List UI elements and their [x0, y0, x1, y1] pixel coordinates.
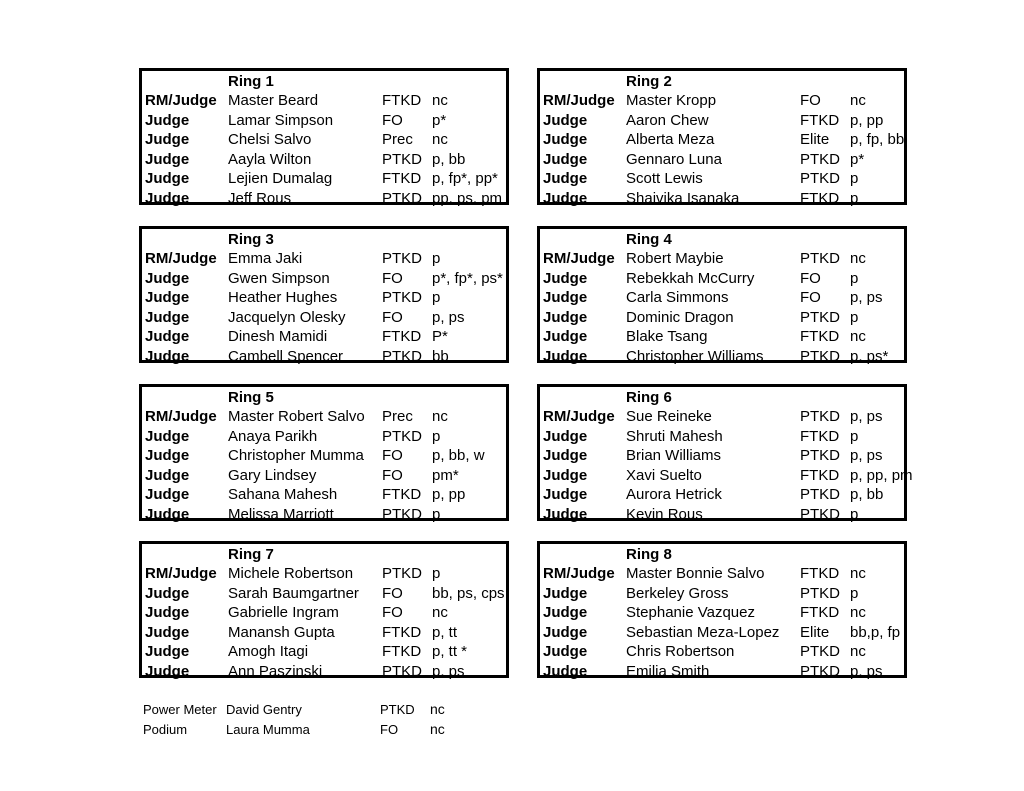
judge-role: Judge — [543, 604, 588, 622]
judge-school: FTKD — [382, 92, 422, 109]
judge-notes: p, ps — [850, 447, 883, 465]
judge-name: Scott Lewis — [626, 170, 703, 188]
judge-notes: nc — [850, 643, 866, 661]
judge-role: Judge — [543, 447, 588, 465]
judge-row — [142, 249, 506, 269]
judge-notes: p — [432, 250, 441, 267]
judge-notes: nc — [850, 604, 866, 622]
judge-role: Judge — [145, 348, 190, 365]
judge-notes: p, ps — [850, 663, 883, 680]
judge-name: Berkeley Gross — [626, 584, 729, 602]
judge-row — [142, 347, 506, 367]
judge-row — [142, 564, 506, 584]
judge-name: Ann Paszinski — [228, 663, 323, 680]
judge-row — [142, 308, 506, 328]
ring-title: Ring 4 — [626, 231, 672, 248]
judge-name: Stephanie Vazquez — [626, 604, 755, 622]
judge-notes: p, tt * — [432, 643, 468, 661]
judge-role: Judge — [145, 328, 190, 346]
judge-role: RM/Judge — [145, 408, 217, 425]
judge-role: Judge — [145, 170, 190, 188]
judge-name: Aurora Hetrick — [626, 486, 722, 504]
ring-3-panel — [139, 226, 509, 363]
judge-row — [540, 564, 904, 584]
judge-name: Cambell Spencer — [228, 348, 344, 365]
judge-row — [540, 446, 904, 466]
judge-role: Judge — [543, 643, 588, 661]
judge-notes: p* — [850, 150, 865, 168]
judge-row — [540, 466, 913, 486]
judge-notes: nc — [850, 328, 866, 346]
judge-school: FTKD — [382, 170, 422, 188]
judge-role: Judge — [145, 506, 190, 523]
judge-notes: nc — [432, 408, 448, 425]
judge-row — [142, 642, 506, 662]
judge-notes: bb, ps, cps — [432, 584, 505, 602]
judge-school: FTKD — [382, 486, 422, 504]
judge-notes: P* — [432, 328, 448, 346]
judge-name: Gennaro Luna — [626, 150, 722, 168]
judge-notes: p — [432, 565, 441, 582]
judge-name: Chris Robertson — [626, 643, 735, 661]
judge-role: Judge — [543, 466, 588, 484]
ring-title: Ring 3 — [228, 231, 274, 248]
judge-role: Judge — [145, 486, 190, 504]
judge-name: Master Bonnie Salvo — [626, 565, 765, 582]
judge-name: Master Robert Salvo — [228, 408, 365, 425]
judge-role: Judge — [145, 427, 190, 445]
judge-row — [142, 150, 506, 170]
ring-title: Ring 1 — [228, 73, 274, 90]
judge-notes: p — [850, 427, 859, 445]
judge-row — [142, 662, 506, 682]
judge-name: Anaya Parikh — [228, 427, 318, 445]
judge-notes: pp, ps, pm — [432, 190, 503, 207]
judge-notes: nc — [850, 565, 866, 582]
judge-school: FTKD — [800, 111, 840, 129]
judge-school: Elite — [800, 131, 830, 149]
judge-name: Gwen Simpson — [228, 269, 330, 287]
judge-notes: p, ps — [432, 663, 465, 680]
judge-row — [540, 427, 904, 447]
ring-title: Ring 6 — [626, 389, 672, 406]
judge-row — [540, 584, 904, 604]
judge-role: Judge — [543, 623, 588, 641]
judge-school: FO — [800, 92, 821, 109]
staff-name: Laura Mumma — [226, 721, 310, 737]
judge-name: Sarah Baumgartner — [228, 584, 359, 602]
judge-role: Judge — [145, 150, 190, 168]
judge-notes: nc — [432, 92, 448, 109]
judge-name: Gary Lindsey — [228, 466, 317, 484]
judge-school: FTKD — [800, 604, 840, 622]
judge-notes: p, fp*, pp* — [432, 170, 498, 188]
judge-notes: p* — [432, 111, 447, 129]
judge-row — [540, 485, 904, 505]
judge-role: Judge — [145, 269, 190, 287]
judge-notes: bb — [432, 348, 449, 365]
judge-school: PTKD — [382, 250, 423, 267]
judge-role: RM/Judge — [145, 250, 217, 267]
judge-row — [540, 189, 904, 209]
judge-row — [142, 189, 506, 209]
judge-school: PTKD — [382, 289, 423, 307]
staff-notes: nc — [430, 701, 445, 717]
judge-notes: p*, fp*, ps* — [432, 269, 503, 287]
judge-role: Judge — [145, 663, 190, 680]
judge-notes: p — [432, 506, 441, 523]
judge-role: Judge — [543, 584, 588, 602]
judge-name: Lejien Dumalag — [228, 170, 333, 188]
judge-name: Melissa Marriott — [228, 506, 334, 523]
judge-school: FO — [382, 111, 403, 129]
judge-role: Judge — [543, 131, 588, 149]
judge-role: Judge — [145, 308, 190, 326]
judge-role: Judge — [145, 643, 190, 661]
judge-school: PTKD — [800, 348, 841, 365]
judge-name: Amogh Itagi — [228, 643, 309, 661]
judge-school: FTKD — [800, 565, 840, 582]
judge-row — [142, 130, 506, 150]
staff-school: PTKD — [380, 702, 415, 717]
judge-row — [540, 111, 904, 131]
judge-name: Shruti Mahesh — [626, 427, 723, 445]
judge-school: FO — [382, 584, 403, 602]
judge-school: Prec — [382, 131, 413, 149]
ring-4-panel — [537, 226, 907, 363]
judge-name: Emma Jaki — [228, 250, 303, 267]
judge-role: Judge — [145, 190, 190, 207]
ring-1-panel — [139, 68, 509, 205]
ring-title: Ring 7 — [228, 546, 274, 563]
judge-name: Jacquelyn Olesky — [228, 308, 346, 326]
judge-role: Judge — [145, 289, 190, 307]
judge-role: RM/Judge — [543, 92, 615, 109]
judge-name: Chelsi Salvo — [228, 131, 312, 149]
judge-name: Rebekkah McCurry — [626, 269, 755, 287]
judge-school: FO — [382, 604, 403, 622]
judge-notes: p — [432, 427, 441, 445]
judge-notes: p, pp, pm — [850, 466, 913, 484]
ring-7-panel — [139, 541, 509, 678]
judge-role: Judge — [543, 190, 588, 207]
judge-school: PTKD — [800, 308, 841, 326]
judge-name: Aayla Wilton — [228, 150, 312, 168]
judge-role: Judge — [145, 623, 190, 641]
judge-row — [142, 603, 506, 623]
judge-notes: bb,p, fp — [850, 623, 901, 641]
judge-name: Heather Hughes — [228, 289, 338, 307]
judge-school: PTKD — [382, 506, 423, 523]
judge-notes: p — [432, 289, 441, 307]
judge-school: FTKD — [382, 623, 422, 641]
judge-notes: p, bb — [850, 486, 884, 504]
judge-school: FTKD — [382, 643, 422, 661]
judge-name: Master Beard — [228, 92, 319, 109]
judge-name: Alberta Meza — [626, 131, 715, 149]
judge-school: PTKD — [382, 150, 423, 168]
judge-row — [540, 327, 904, 347]
judge-school: FO — [800, 289, 821, 307]
judge-row — [142, 427, 506, 447]
judge-name: Dinesh Mamidi — [228, 328, 328, 346]
judge-school: PTKD — [800, 486, 841, 504]
judge-name: Sue Reineke — [626, 408, 712, 425]
ring-6-panel — [537, 384, 913, 523]
judge-notes: p, pp — [432, 486, 466, 504]
judge-notes: p — [850, 506, 859, 523]
judge-school: FTKD — [800, 328, 840, 346]
judge-row — [540, 603, 904, 623]
staff-notes: nc — [430, 720, 445, 737]
judge-role: Judge — [543, 111, 588, 129]
judge-role: Judge — [145, 466, 190, 484]
judge-school: PTKD — [800, 250, 841, 267]
judge-row — [540, 91, 904, 111]
judge-school: PTKD — [800, 170, 841, 188]
judge-name: Shaivika Isanaka — [626, 190, 740, 207]
judge-name: Gabrielle Ingram — [228, 604, 339, 622]
judge-name: Lamar Simpson — [228, 111, 334, 129]
judge-row — [142, 466, 506, 486]
judge-notes: p, ps — [850, 289, 883, 307]
judge-row — [142, 91, 506, 111]
judge-row — [142, 505, 506, 525]
judge-name: Kevin Rous — [626, 506, 703, 523]
judge-row — [540, 505, 904, 525]
judge-row — [142, 169, 506, 189]
ring-title: Ring 5 — [228, 389, 274, 406]
judge-name: Emilia Smith — [626, 663, 710, 680]
staff-role: Podium — [143, 721, 188, 737]
staff-name: David Gentry — [226, 702, 302, 717]
judge-row — [540, 169, 904, 189]
judge-school: FO — [800, 269, 821, 287]
judge-row — [540, 308, 904, 328]
judge-role: Judge — [543, 308, 588, 326]
judge-row — [540, 642, 904, 662]
judge-notes: p, pp — [850, 111, 884, 129]
judge-name: Xavi Suelto — [626, 466, 702, 484]
judge-notes: p, bb, w — [432, 447, 485, 465]
judge-school: PTKD — [800, 408, 841, 425]
judge-school: FTKD — [800, 427, 840, 445]
judge-row — [540, 130, 904, 150]
judge-notes: p — [850, 170, 859, 188]
ring-8-panel — [537, 541, 907, 678]
judge-notes: p, tt — [432, 623, 458, 641]
judge-name: Sebastian Meza-Lopez — [626, 623, 780, 641]
judge-row — [540, 150, 904, 170]
judge-notes: p, ps — [850, 408, 883, 425]
judge-role: RM/Judge — [145, 92, 217, 109]
judge-name: Dominic Dragon — [626, 308, 734, 326]
judge-role: Judge — [145, 447, 190, 465]
judge-role: Judge — [543, 150, 588, 168]
judge-role: RM/Judge — [145, 565, 217, 582]
judge-row — [540, 288, 904, 308]
judge-school: PTKD — [382, 190, 423, 207]
judge-role: Judge — [543, 328, 588, 346]
judge-school: Prec — [382, 408, 413, 425]
judge-school: FO — [382, 269, 403, 287]
staff-school: FO — [380, 721, 399, 737]
judge-row — [540, 269, 904, 289]
judge-row — [142, 269, 506, 289]
judge-name: Blake Tsang — [626, 328, 708, 346]
judge-row — [540, 407, 904, 427]
judge-name: Christopher Mumma — [228, 447, 364, 465]
judge-row — [142, 407, 506, 427]
ring-5-panel — [139, 384, 509, 521]
judge-name: Sahana Mahesh — [228, 486, 338, 504]
judge-school: PTKD — [800, 150, 841, 168]
staff-role: Power Meter — [143, 702, 217, 717]
judge-school: Elite — [800, 623, 830, 641]
judge-row — [540, 623, 904, 643]
judge-notes: p — [850, 269, 859, 287]
judge-name: Manansh Gupta — [228, 623, 335, 641]
judge-role: Judge — [543, 486, 588, 504]
judge-row — [142, 446, 506, 466]
judge-name: Michele Robertson — [228, 565, 354, 582]
judge-notes: p — [850, 584, 859, 602]
ring-2-panel — [537, 68, 907, 205]
judge-row — [142, 288, 506, 308]
judge-school: PTKD — [382, 565, 423, 582]
judge-notes: p — [850, 308, 859, 326]
judge-school: PTKD — [382, 663, 423, 680]
judge-notes: p, ps — [432, 308, 465, 326]
judge-school: PTKD — [382, 427, 423, 445]
judge-school: FTKD — [382, 328, 422, 346]
judge-name: Master Kropp — [626, 92, 717, 109]
judge-row — [142, 327, 506, 347]
judge-school: PTKD — [800, 447, 841, 465]
judge-role: Judge — [543, 289, 588, 307]
judge-name: Jeff Rous — [228, 190, 292, 207]
judge-name: Robert Maybie — [626, 250, 724, 267]
judge-name: Brian Williams — [626, 447, 722, 465]
judge-row — [540, 347, 904, 367]
judge-school: FO — [382, 447, 403, 465]
judge-school: PTKD — [800, 643, 841, 661]
judge-role: Judge — [145, 111, 190, 129]
judge-school: PTKD — [382, 348, 423, 365]
judge-school: PTKD — [800, 506, 841, 523]
judge-school: FTKD — [800, 466, 840, 484]
judge-notes: nc — [432, 604, 448, 622]
judge-row — [142, 485, 506, 505]
judge-row — [142, 623, 506, 643]
judge-school: FO — [382, 308, 403, 326]
judge-name: Aaron Chew — [626, 111, 709, 129]
judge-notes: nc — [850, 92, 866, 109]
judge-notes: p, ps* — [850, 348, 889, 365]
judge-school: PTKD — [800, 663, 841, 680]
judge-notes: pm* — [432, 466, 459, 484]
judge-role: RM/Judge — [543, 565, 615, 582]
judge-row — [142, 584, 506, 604]
judge-role: Judge — [145, 584, 190, 602]
judge-school: FO — [382, 466, 403, 484]
judge-role: Judge — [543, 663, 588, 680]
judge-role: RM/Judge — [543, 408, 615, 425]
judge-role: Judge — [543, 506, 588, 523]
judge-role: Judge — [543, 170, 588, 188]
judge-role: Judge — [543, 427, 588, 445]
judge-school: FTKD — [800, 190, 840, 207]
judge-row — [540, 662, 904, 682]
judge-role: Judge — [543, 348, 588, 365]
judge-name: Christopher Williams — [626, 348, 764, 365]
ring-title: Ring 8 — [626, 546, 672, 563]
judge-role: RM/Judge — [543, 250, 615, 267]
judge-role: Judge — [145, 604, 190, 622]
judge-row — [142, 111, 506, 131]
judge-school: PTKD — [800, 584, 841, 602]
judge-role: Judge — [145, 131, 190, 149]
judge-row — [540, 249, 904, 269]
judge-name: Carla Simmons — [626, 289, 729, 307]
judge-notes: p, fp, bb — [850, 131, 905, 149]
ring-title: Ring 2 — [626, 73, 672, 90]
judge-notes: nc — [432, 131, 448, 149]
judge-notes: p — [850, 190, 859, 207]
judge-notes: nc — [850, 250, 866, 267]
judge-role: Judge — [543, 269, 588, 287]
judge-notes: p, bb — [432, 150, 466, 168]
